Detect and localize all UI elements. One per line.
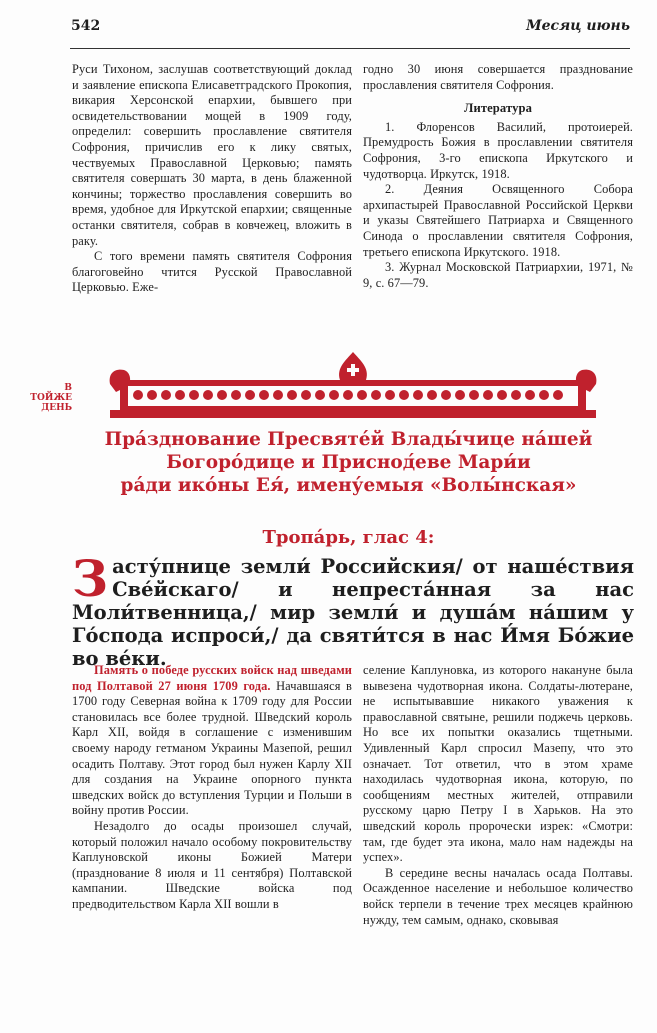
troparion-text [72,549,634,670]
header-rule [70,48,630,49]
ornament-bead [553,390,563,400]
ornament-bead [385,390,395,400]
article-lead: Память о победе русских войск над шведами под Полтавой 27 июня 1709 года. [72,663,352,693]
ornament-bead [399,390,409,400]
ornament-bead [231,390,241,400]
paragraph: Руси Тихоном, заслушав соответствующий доклад и заявление епископа Елисаветградского Прокопия, викария Херсонской епархии, бывшего при освидетельствовании мощей в 1909 году, определил: совершить прославление святителя Софрония, причислив его к лику святых, чествуемых Православной Церковью; память святителя совершать 30 марта, в день блаженной кончины; торжество прославления совершить во время, удобное для Иркутской епархии; священные останки святителя, собрав в ковчежец, вложить в раку. [72,62,352,248]
literature-item: 2. Деяния Освященного Собора архипастырей Православной Российской Церкви и указы Святейшего Патриарха и Священного Синода о прославлении святителя Софрония, третьего епископа Иркутского. 1918. [363,182,633,259]
ornament-bead [441,390,451,400]
side-note-line: В [64,383,72,393]
ornament-bead [413,390,423,400]
literature-item: 1. Флоренсов Василий, протоиерей. Премудрость Божия в прославлении святителя Софрония, 3-го епископа Иркутского и чудотворца. Иркутск, 1918. [363,119,633,181]
paragraph: С того времени память святителя Софрония благоговейно чтится Русской Православной Церковью. Еже- [72,249,352,295]
ornament-base [110,410,596,418]
right-column-top [363,62,633,291]
right-column-bottom [363,663,633,928]
ornament-bead [469,390,479,400]
ornament-bead [301,390,311,400]
ornament-bead [189,390,199,400]
ornament-bead [427,390,437,400]
ornament-bead [483,390,493,400]
side-note-line: ТОЙЖЕ [30,393,72,403]
side-note [16,383,72,413]
ornament-bead [147,390,157,400]
ornament-bead [539,390,549,400]
ornament-bead [287,390,297,400]
ornament-bead [175,390,185,400]
side-note-line: ДЕНЬ [41,403,72,413]
running-head: Месяц июнь [526,18,630,34]
ornament-bead [133,390,143,400]
ornament-bead [245,390,255,400]
ornament-bead [497,390,507,400]
ornament-bead [273,390,283,400]
paragraph: В середине весны началась осада Полтавы. Осажденное население и небольшое количество войск терпели в течение трех месяцев крайнюю нужду, тем самым, однако, сковывая [363,865,633,927]
ornament-bead [455,390,465,400]
ornament-shapes [110,352,597,418]
paragraph: селение Каплуновка, из которого накануне была вывезена чудотворная икона. Солдаты-лютеране, не испытывавшие никакого уважения к православной святыне, решили поджечь церковь. Но все их попытки оказались тщетными. Удивленный Карл спросил Мазепу, что это означает. Тот ответил, что в этом храме находилась чудотворная икона, которую, по сообщениям местных жителей, отправили русскому царю Петру I в Харьков. На это шведский король пророчески изрек: «Смотри: там, где будет эта икона, мало нам надежды на успех». [363,663,633,865]
literature-heading: Литература [463,101,532,116]
ornament-bead [357,390,367,400]
page-number: 542 [71,18,101,34]
ornament-bead [343,390,353,400]
left-column-bottom [72,663,352,913]
troparion-body: асту́пнице земли́ Российския/ от наше́ствия Све́йскаго/ и непреста́нная за нас Моли́твенница,/ мир земли́ и душа́м на́шим у Го́спода испроси́,/ да святи́тся в нас И́мя Бо́жие во ве́ки. [72,555,634,670]
ornament-bead [259,390,269,400]
paragraph: годно 30 июня совершается празднование прославления святителя Софрония. [363,62,633,92]
headpiece-ornament [108,350,598,420]
ornament-bead [511,390,521,400]
feast-title [60,428,637,497]
paragraph: Незадолго до осады произошел случай, который положил начало особому покровительству Каплуновской иконы Божией Матери (празднование 8 июля и 11 сентября) Полтавской кампании. Шведские войска под предводительством Карла XII вошли в [72,818,352,911]
troparion-heading: Тропа́рь, глас 4: [262,527,435,548]
dropcap: З [72,549,109,608]
ornament-bead [315,390,325,400]
ornament-bead [217,390,227,400]
feast-title-line: Богоро́дице и Приснод́еве Мари́и [166,452,531,473]
ornament-beads [133,390,563,400]
ornament-bead [329,390,339,400]
feast-title-line: ра́ди ико́ны Ея́, имену́емыя «Волы́нская» [120,475,577,496]
ornament-bead [371,390,381,400]
feast-title-line: Пра́зднование Пресвяте́й Влады́чице на́шей [104,429,593,450]
left-column-top [72,62,352,296]
ornament-bead [161,390,171,400]
ornament-bead [203,390,213,400]
ornament-bead [525,390,535,400]
literature-item: 3. Журнал Московской Патриархии, 1971, № 9, с. 67—79. [363,260,633,290]
paragraph: Начавшаяся в 1700 году Северная война к 1709 году для России становилась все более трудной. Шведский король Карл XII, войдя в соглашение с изменившим своему народу гетманом Украины Мазепой, решил осадить Полтаву. Этот город был нужен Карлу XII для создания на Украине опорного пункта шведских войск до вступления Турции и Польши в войну против России. [72,678,352,818]
